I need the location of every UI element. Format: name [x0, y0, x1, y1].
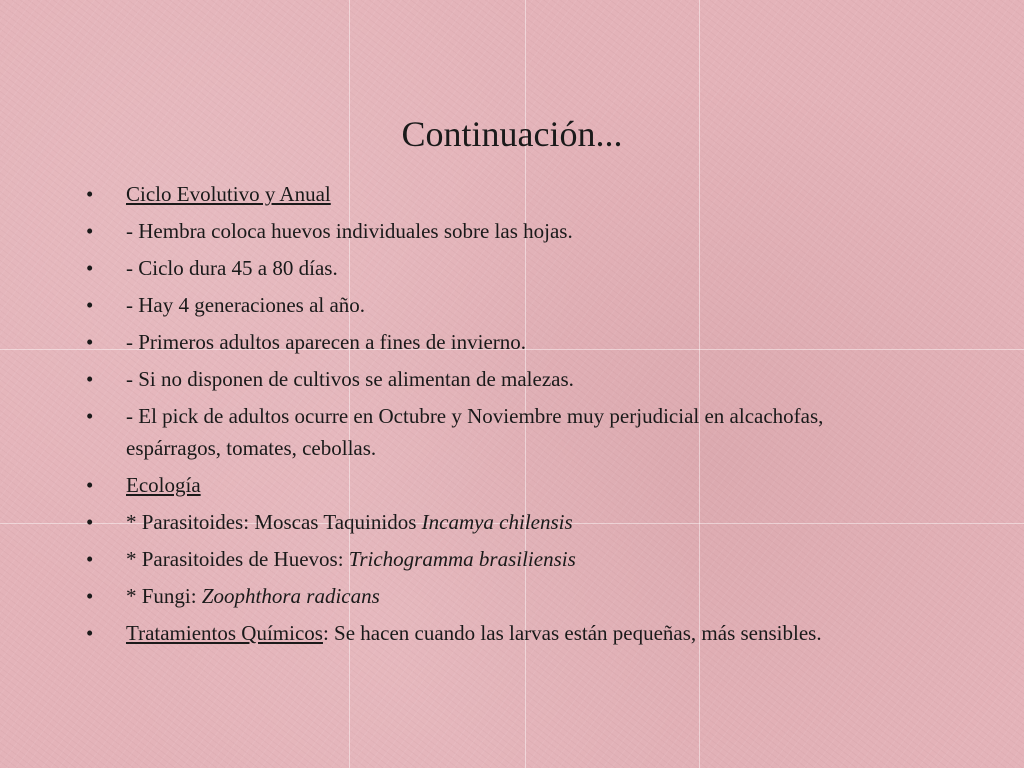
bullet-dot-icon: • — [86, 219, 94, 243]
bullet-text: Tratamientos Químicos — [126, 621, 323, 645]
bullet-dot-icon: • — [86, 547, 94, 571]
bullet-text: - Si no disponen de cultivos se alimentan de malezas. — [126, 367, 574, 391]
bullet-text: - Hay 4 generaciones al año. — [126, 293, 366, 317]
bullet-item — [86, 178, 886, 210]
bullet-dot-icon: • — [86, 473, 94, 497]
bullet-item — [86, 289, 886, 321]
bullet-list — [86, 178, 886, 654]
bullet-dot-icon: • — [86, 256, 94, 280]
bullet-item — [86, 543, 886, 575]
bullet-dot-icon: • — [86, 330, 94, 354]
bullet-item — [86, 400, 886, 464]
bullet-item — [86, 252, 886, 284]
bullet-dot-icon: • — [86, 367, 94, 391]
bullet-dot-icon: • — [86, 510, 94, 534]
bullet-text: - El pick de adultos ocurre en Octubre y Noviembre muy perjudicial en alcachofas, espárragos, tomates, cebollas. — [126, 404, 824, 460]
bullet-text: : Se hacen cuando las larvas están pequeñas, más sensibles. — [322, 621, 822, 645]
bullet-dot-icon: • — [86, 293, 94, 317]
bullet-text: * Parasitoides: Moscas Taquinidos — [126, 510, 422, 534]
bullet-dot-icon: • — [86, 404, 94, 428]
bullet-item — [86, 506, 886, 538]
bullet-text: - Primeros adultos aparecen a fines de invierno. — [126, 330, 527, 354]
bullet-text: * Parasitoides de Huevos: — [126, 547, 349, 571]
bullet-text: Trichogramma brasiliensis — [348, 547, 576, 571]
bullet-item — [86, 363, 886, 395]
bullet-item — [86, 469, 886, 501]
bullet-dot-icon: • — [86, 182, 94, 206]
slide-title: Continuación... — [401, 114, 623, 154]
bullet-text: * Fungi: — [126, 584, 202, 608]
bullet-text: Ecología — [126, 473, 201, 497]
bullet-text: Incamya chilensis — [421, 510, 573, 534]
bullet-item — [86, 326, 886, 358]
bullet-item — [86, 617, 886, 649]
bullet-text: Zoophthora radicans — [201, 584, 380, 608]
bullet-item — [86, 580, 886, 612]
bullet-text: Ciclo Evolutivo y Anual — [126, 182, 331, 206]
bullet-item — [86, 215, 886, 247]
bullet-dot-icon: • — [86, 621, 94, 645]
bullet-text: - Hembra coloca huevos individuales sobre las hojas. — [126, 219, 573, 243]
bullet-dot-icon: • — [86, 584, 94, 608]
bullet-text: - Ciclo dura 45 a 80 días. — [126, 256, 338, 280]
